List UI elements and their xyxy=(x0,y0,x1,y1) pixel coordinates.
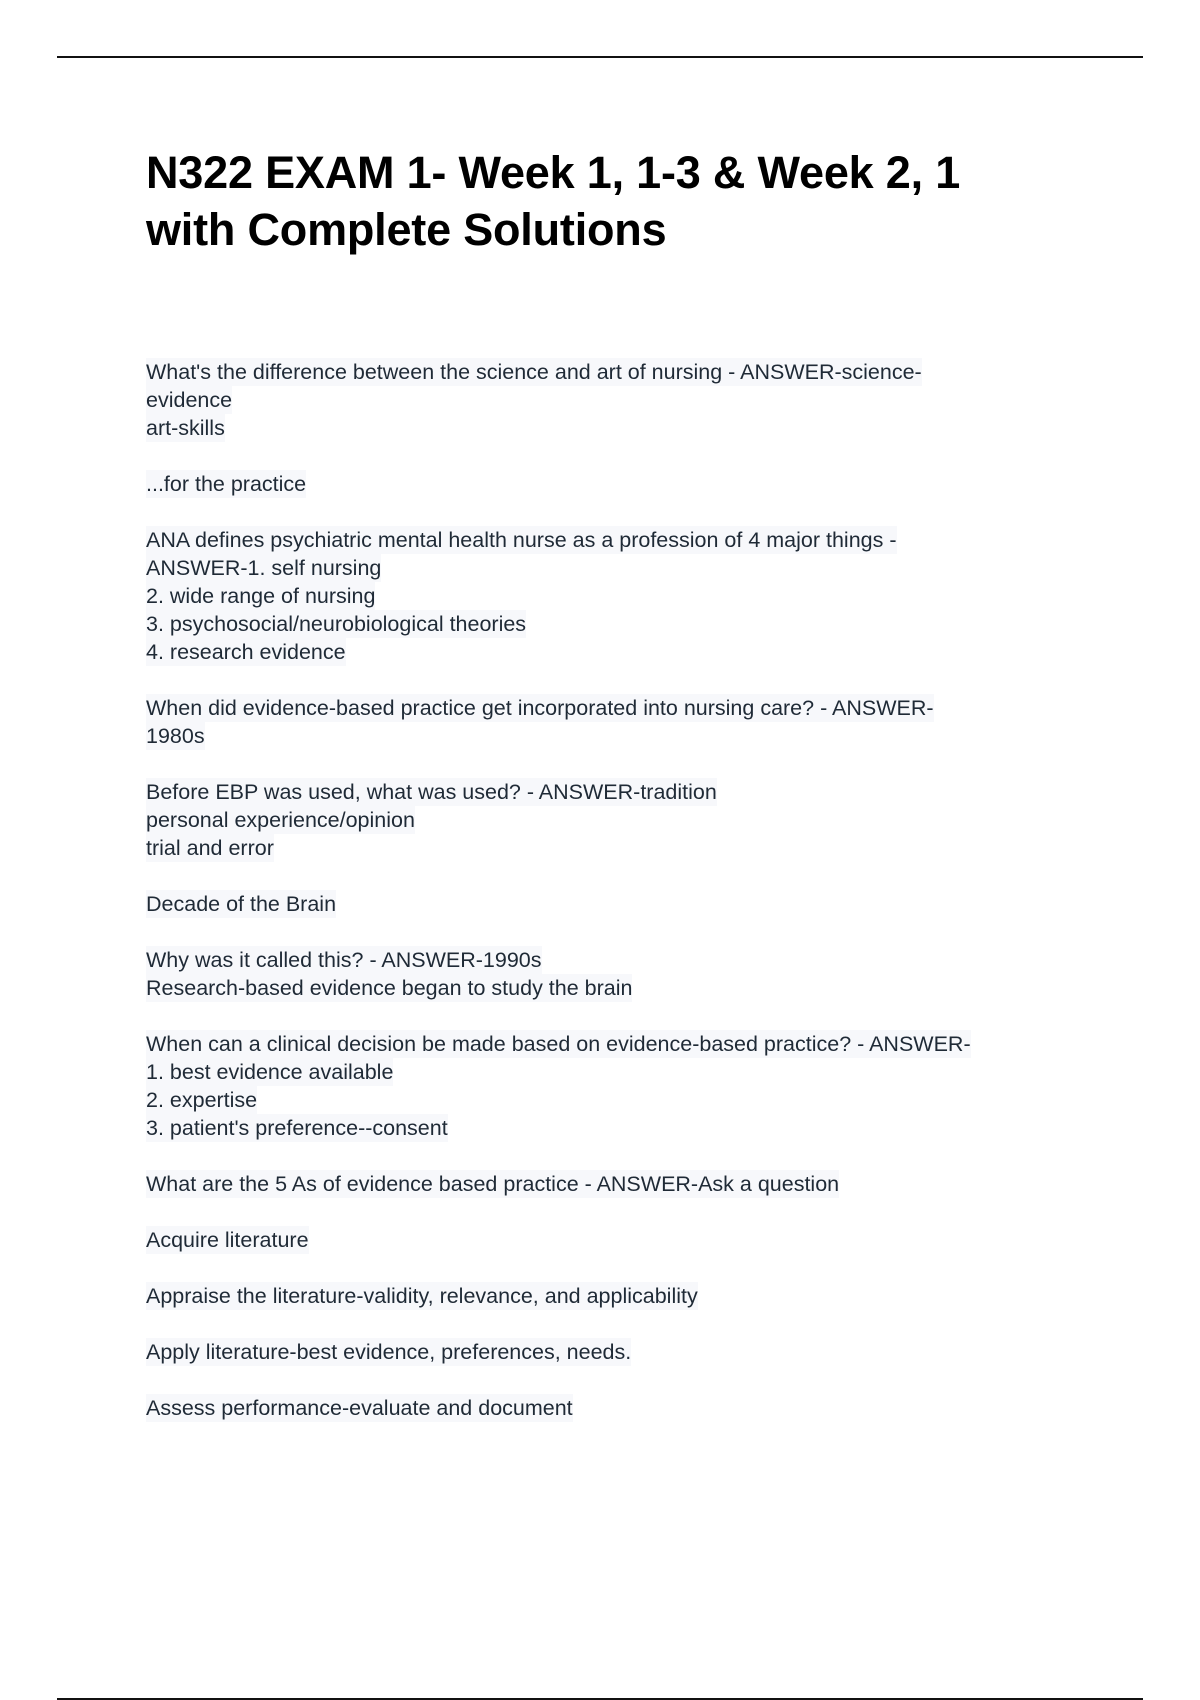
qa-paragraph xyxy=(146,694,1086,750)
qa-line: ANA defines psychiatric mental health nurse as a profession of 4 major things - xyxy=(146,528,897,552)
qa-paragraph xyxy=(146,890,1086,918)
qa-paragraph xyxy=(146,470,1086,498)
qa-line: When can a clinical decision be made based on evidence-based practice? - ANSWER- xyxy=(146,1032,971,1056)
qa-line: Apply literature-best evidence, preferences, needs. xyxy=(146,1340,632,1364)
qa-paragraph xyxy=(146,1030,1086,1142)
qa-line: 1980s xyxy=(146,724,205,748)
qa-line: 1. best evidence available xyxy=(146,1060,394,1084)
title-line: with Complete Solutions xyxy=(146,204,667,255)
qa-paragraph xyxy=(146,526,1086,666)
qa-line: What's the difference between the science and art of nursing - ANSWER-science- xyxy=(146,360,922,384)
qa-line: Appraise the literature-validity, relevance, and applicability xyxy=(146,1284,698,1308)
top-rule xyxy=(57,56,1143,58)
qa-line: Acquire literature xyxy=(146,1228,309,1252)
qa-line: 2. wide range of nursing xyxy=(146,584,376,608)
qa-line: Why was it called this? - ANSWER-1990s xyxy=(146,948,542,972)
qa-content xyxy=(146,358,1086,1422)
qa-line: evidence xyxy=(146,388,233,412)
qa-line: personal experience/opinion xyxy=(146,808,415,832)
qa-paragraph xyxy=(146,1170,1086,1198)
qa-line: ...for the practice xyxy=(146,472,307,496)
qa-paragraph xyxy=(146,946,1086,1002)
qa-line: ANSWER-1. self nursing xyxy=(146,556,382,580)
qa-line: Before EBP was used, what was used? - ANSWER-tradition xyxy=(146,780,717,804)
qa-paragraph xyxy=(146,1282,1086,1310)
qa-line: 2. expertise xyxy=(146,1088,258,1112)
qa-line: Assess performance-evaluate and document xyxy=(146,1396,573,1420)
qa-line: Research-based evidence began to study the brain xyxy=(146,976,633,1000)
document-page xyxy=(146,144,1086,1450)
qa-line: When did evidence-based practice get incorporated into nursing care? - ANSWER- xyxy=(146,696,934,720)
qa-line: 3. psychosocial/neurobiological theories xyxy=(146,612,527,636)
qa-paragraph xyxy=(146,778,1086,862)
qa-paragraph xyxy=(146,1394,1086,1422)
qa-line: 4. research evidence xyxy=(146,640,346,664)
qa-line: What are the 5 As of evidence based practice - ANSWER-Ask a question xyxy=(146,1172,840,1196)
qa-paragraph xyxy=(146,1226,1086,1254)
qa-line: Decade of the Brain xyxy=(146,892,337,916)
qa-line: trial and error xyxy=(146,836,274,860)
qa-line: 3. patient's preference--consent xyxy=(146,1116,448,1140)
qa-paragraph xyxy=(146,1338,1086,1366)
qa-line: art-skills xyxy=(146,416,225,440)
qa-paragraph xyxy=(146,358,1086,442)
document-title xyxy=(146,144,1086,258)
title-line: N322 EXAM 1- Week 1, 1-3 & Week 2, 1 xyxy=(146,147,961,198)
